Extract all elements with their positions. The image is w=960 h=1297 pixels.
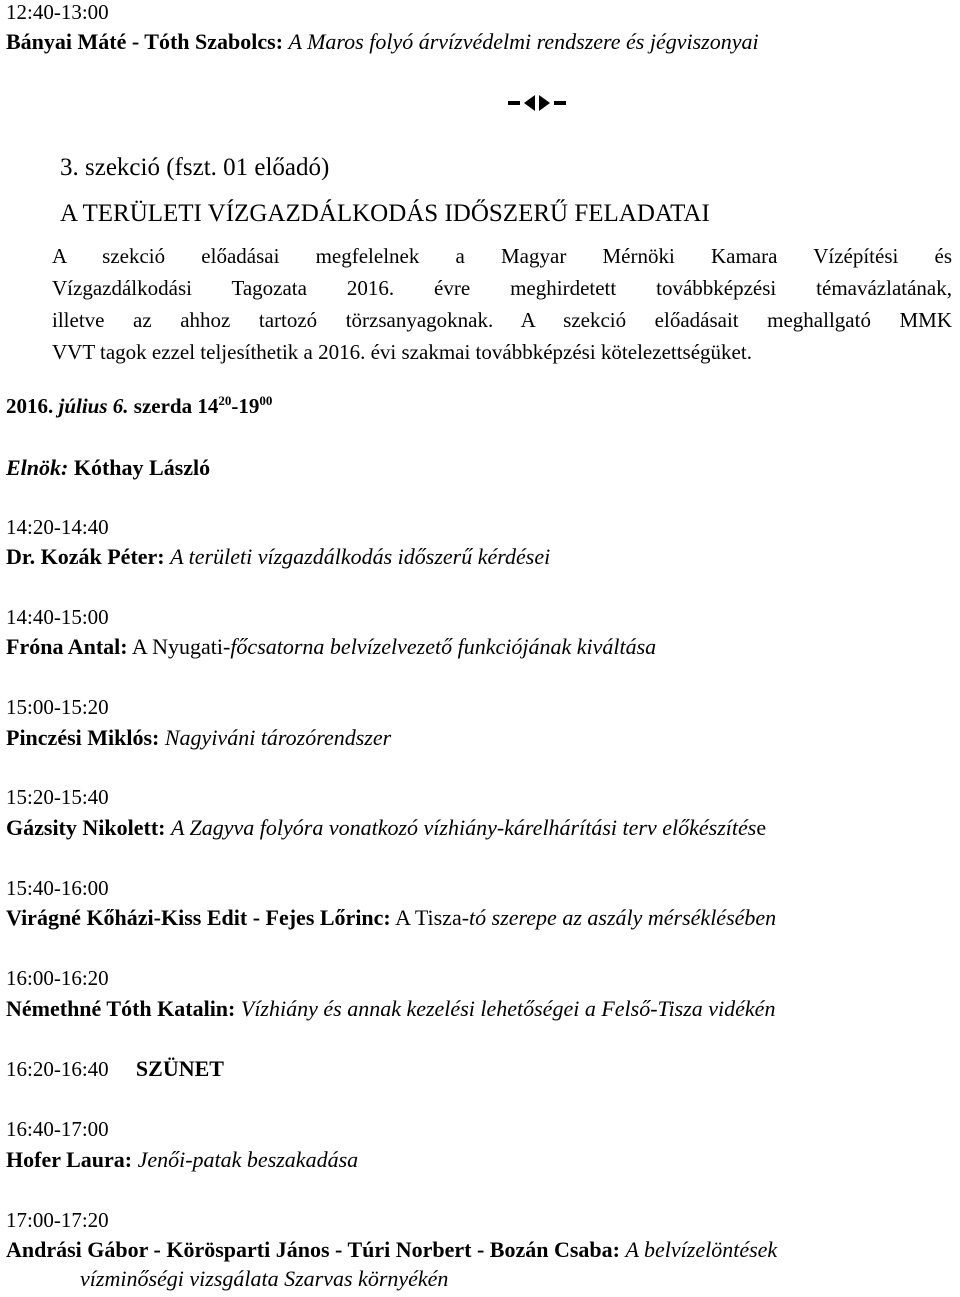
talk-speakers: Némethné Tóth Katalin: <box>6 996 236 1021</box>
talk-time: 15:40-16:00 <box>6 876 109 900</box>
talk-entry <box>6 725 391 751</box>
previous-talk-title: A Maros folyó árvízvédelmi rendszere és jégviszonyai <box>288 29 759 54</box>
talk-title: A területi vízgazdálkodás időszerű kérdései <box>170 544 551 569</box>
description-line: A szekció előadásai megfelelnek a Magyar Mérnöki Kamara Vízépítési és <box>52 244 952 268</box>
section-description <box>52 240 952 368</box>
talk-speakers: Andrási Gábor - Körösparti János - Túri Norbert - Bozán Csaba: <box>6 1237 620 1262</box>
talk-entry <box>6 544 550 570</box>
talk-speakers: Virágné Kőházi-Kiss Edit - Fejes Lőrinc: <box>6 905 391 930</box>
talk-time: 14:20-14:40 <box>6 515 109 539</box>
talk-time: 16:00-16:20 <box>6 966 109 990</box>
talk-time: 14:40-15:00 <box>6 605 109 629</box>
talk-speakers: Pinczési Miklós: <box>6 725 160 750</box>
break-entry <box>6 1056 224 1082</box>
section-heading: 3. szekció (fszt. 01 előadó) <box>60 154 330 181</box>
chair-name: Kóthay László <box>73 455 211 480</box>
talk-title: A Zagyva folyóra vonatkozó vízhiány-kárelhárítási terv előkészítés <box>170 815 757 840</box>
talk-title: Vízhiány és annak kezelési lehetőségei a Felső-Tisza vidékén <box>240 996 776 1021</box>
talk-title: Jenői- <box>137 1147 193 1172</box>
talk-speakers: Fróna Antal: <box>6 634 128 659</box>
session-date <box>6 394 272 419</box>
talk-entry <box>6 634 656 660</box>
break-label: SZÜNET <box>135 1056 224 1081</box>
talk-title-plain: A Nyugati- <box>131 634 231 659</box>
talk-time: 15:20-15:40 <box>6 785 109 809</box>
talk-entry <box>6 1237 777 1263</box>
talk-entry <box>6 996 775 1022</box>
talk-time: 16:40-17:00 <box>6 1117 109 1141</box>
previous-talk-time: 12:40-13:00 <box>6 0 109 24</box>
divider-arrows-icon <box>508 92 566 112</box>
talk-title: tó szerepe az aszály mérséklésében <box>469 905 777 930</box>
date-start-hour: 14 <box>197 394 219 418</box>
talk-speakers: Gázsity Nikolett: <box>6 815 166 840</box>
talk-title-plain: A Tisza- <box>395 905 470 930</box>
talk-time: 15:00-15:20 <box>6 695 109 719</box>
talk-entry <box>6 905 776 931</box>
talk-title-line2: vízminőségi vizsgálata Szarvas környékén <box>80 1266 449 1291</box>
description-line: VVT tagok ezzel teljesíthetik a 2016. évi szakmai továbbképzési kötelezettségüket. <box>52 340 752 364</box>
date-separator: -19 <box>231 394 260 418</box>
talk-title: főcsatorna belvízelvezető funkciójának kiváltása <box>230 634 657 659</box>
talk-title-rest: patak beszakadása <box>192 1147 359 1172</box>
description-line: illetve az ahhoz tartozó törzsanyagoknak. A szekció előadásait meghallgató MMK <box>52 308 952 332</box>
talk-entry <box>6 815 766 841</box>
date-end-min: 00 <box>259 393 273 408</box>
talk-entry <box>6 1147 358 1173</box>
talk-speakers: Hofer Laura: <box>6 1147 133 1172</box>
description-line: Vízgazdálkodási Tagozata 2016. évre meghirdetett továbbképzési témavázlatának, <box>52 276 952 300</box>
section-title: A TERÜLETI VÍZGAZDÁLKODÁS IDŐSZERŰ FELADATAI <box>60 200 710 227</box>
date-year: 2016. <box>6 394 54 418</box>
date-weekday: szerda <box>133 394 193 418</box>
chair-label: Elnök: <box>6 455 69 480</box>
talk-time: 17:00-17:20 <box>6 1208 109 1232</box>
session-chair <box>6 455 210 481</box>
talk-title-tail: e <box>756 815 767 840</box>
date-month-day: július 6. <box>58 394 129 418</box>
talk-title: A belvízelöntések <box>625 1237 778 1262</box>
previous-talk <box>6 29 759 55</box>
talk-speakers: Dr. Kozák Péter: <box>6 544 165 569</box>
break-time: 16:20-16:40 <box>6 1057 109 1081</box>
talk-title: Nagyiváni tározórendszer <box>164 725 392 750</box>
previous-talk-speakers: Bányai Máté - Tóth Szabolcs: <box>6 29 284 54</box>
date-start-min: 20 <box>218 393 232 408</box>
